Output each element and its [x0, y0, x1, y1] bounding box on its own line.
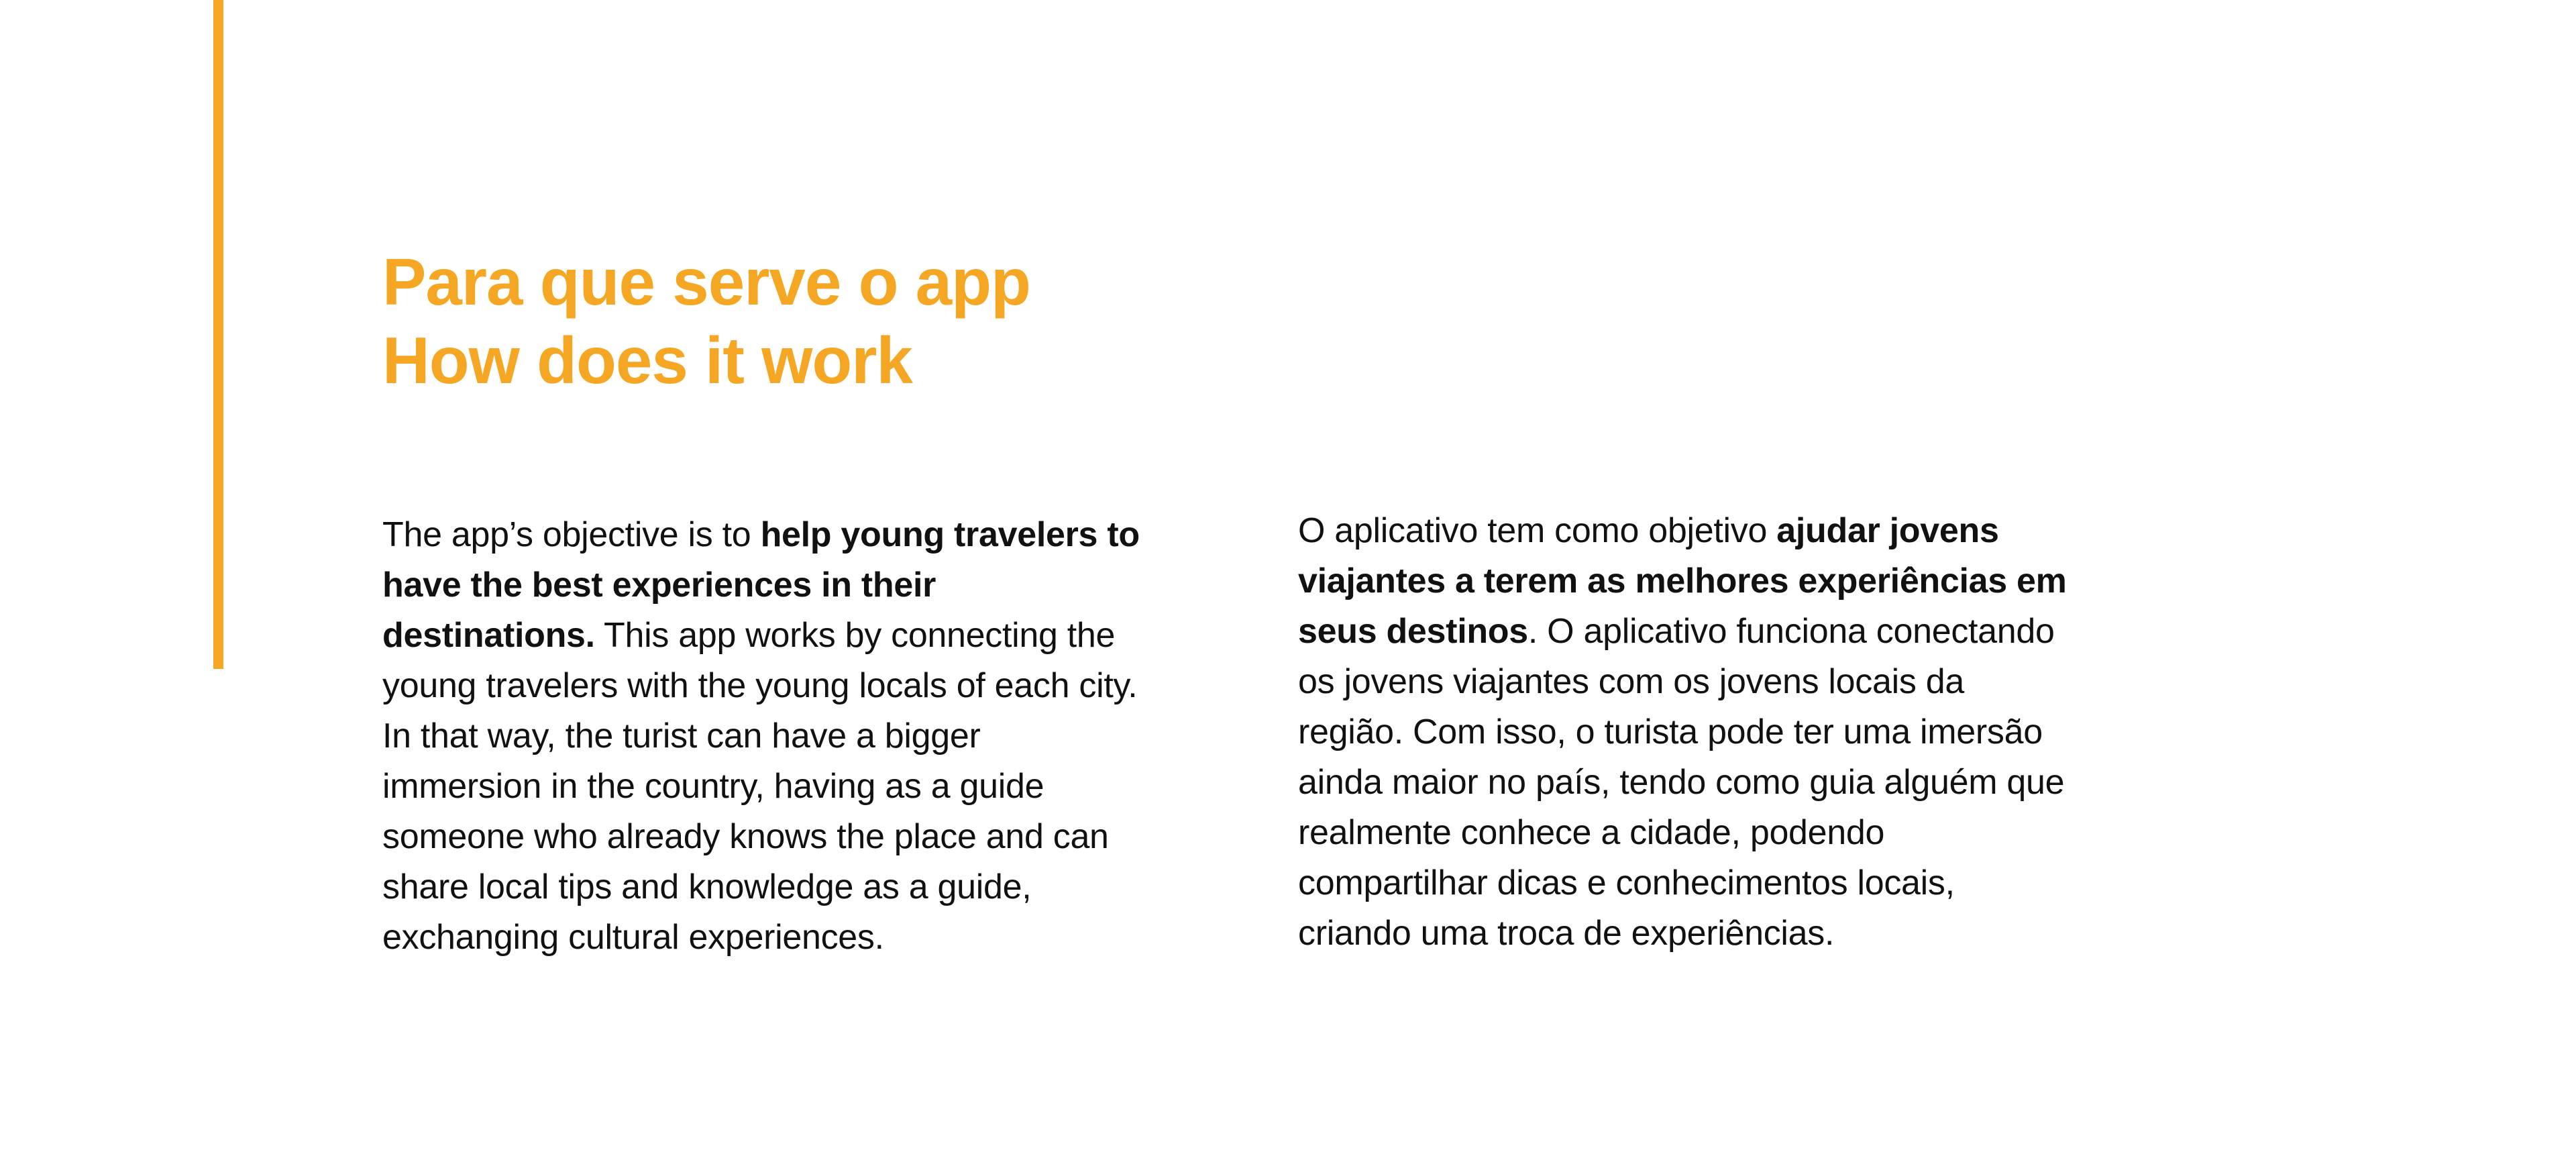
title-english: How does it work — [382, 323, 912, 397]
accent-bar — [213, 0, 223, 669]
english-intro: The app’s objective is to — [382, 515, 761, 554]
english-body: This app works by connecting the young travelers with the young locals of each city. In that way, the turist can have a bigger immersion in the country, having as a guide someone who already knows the place and can share local tips and knowledge as a guide, exchanging cultural experiences. — [382, 616, 1138, 957]
portuguese-intro: O aplicativo tem como objetivo — [1298, 511, 1777, 550]
description-portuguese — [1298, 506, 2076, 959]
portuguese-body: . O aplicativo funciona conectando os jovens viajantes com os jovens locais da região. Com isso, o turista pode ter uma imersão ainda maior no país, tendo como guia alguém que realmente conhece a cidade, podendo compartilhar dicas e conhecimentos locais, criando uma troca de experiências. — [1298, 612, 2065, 953]
page-title — [382, 243, 1030, 400]
english-highlight: help young travelers to have the best experiences in their destinations. — [382, 515, 1140, 655]
title-portuguese: Para que serve o app — [382, 245, 1030, 319]
description-english — [382, 510, 1140, 963]
portuguese-highlight: ajudar jovens viajantes a terem as melhores experiências em seus destinos — [1298, 511, 2067, 651]
